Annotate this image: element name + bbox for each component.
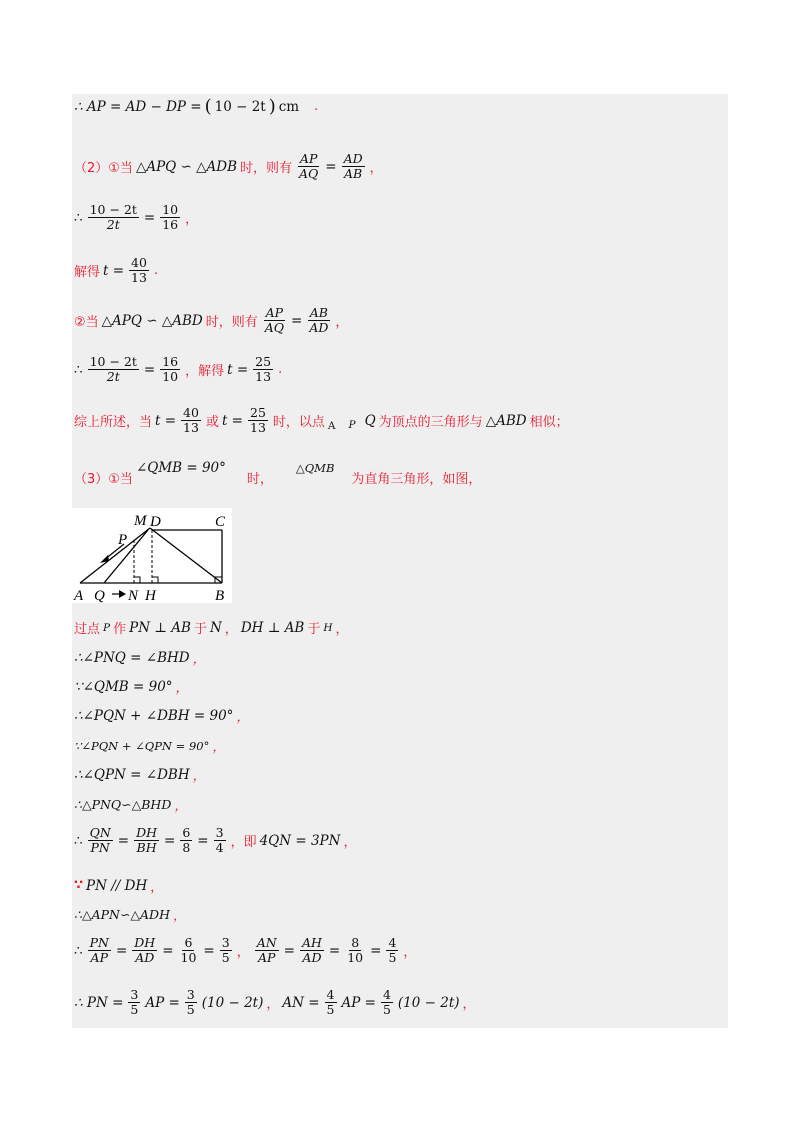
- line-step: ∴△APN∽△ADH ，: [74, 907, 186, 924]
- line-conclusion: 综上所述，当 t = $\frac{40}{13}$ 或 t = $\frac{25}{13}$ 时，以点 A P Q 为顶点的三角形与 △ABD 相似；: [74, 405, 569, 436]
- line-construction: 过点 P 作 PN ⊥ AB 于 N ， DH ⊥ AB 于 H ，: [74, 619, 349, 637]
- paren-content: 10 − 2t: [214, 98, 266, 115]
- fraction: $\frac{QN}{PN}$: [89, 825, 111, 856]
- line-ratio-1: ∴ $\frac{QN}{PN}$ = $\frac{DH}{BH}$ = $\frac{6}{8}$ = $\frac{3}{4}$ ，即 4QN = 3PN ，: [74, 825, 357, 856]
- label-b: B: [215, 588, 225, 603]
- ap-equation: ∴ AP = AD − DP =: [74, 98, 202, 115]
- fraction: $\frac{10 - 2t}{2t}$: [89, 354, 137, 385]
- geometry-figure: [72, 508, 232, 603]
- fraction: $\frac{3}{5}$: [130, 987, 139, 1018]
- case-lead: （2）①当: [74, 161, 133, 177]
- fraction: $\frac{3}{5}$: [221, 935, 230, 966]
- line-step: ∴△PNQ∽△BHD ，: [74, 797, 188, 814]
- line-parallel: ∵ PN // DH ，: [74, 877, 164, 895]
- fraction: $\frac{4}{5}$: [382, 987, 391, 1018]
- fraction: $\frac{AD}{AB}$: [343, 151, 363, 182]
- fraction: $\frac{AP}{AQ}$: [299, 151, 319, 182]
- fraction: $\frac{6}{8}$: [182, 825, 191, 856]
- line-step: ∴∠QPN = ∠DBH ，: [74, 766, 206, 784]
- fraction: $\frac{DH}{AD}$: [134, 935, 156, 966]
- line-case3-1: （3）①当 ∠QMB = 90° 时， △QMB 为直角三角形，如图，: [74, 459, 482, 487]
- line-step: ∵∠QMB = 90° ，: [74, 678, 189, 696]
- fraction: $\frac{40}{13}$: [131, 255, 147, 286]
- fraction: $\frac{AB}{AD}$: [309, 305, 329, 336]
- line-step: ∵∠PQN + ∠QPN = 90° ，: [74, 738, 226, 755]
- fraction: $\frac{25}{13}$: [255, 354, 272, 385]
- fraction: $\frac{4}{5}$: [326, 987, 335, 1018]
- fraction: $\frac{AH}{AD}$: [301, 935, 322, 966]
- label-h: H: [145, 588, 156, 603]
- fraction: $\frac{8}{10}$: [347, 935, 364, 966]
- line-step: ∴∠PNQ = ∠BHD ，: [74, 649, 206, 667]
- fraction: $\frac{6}{10}$: [180, 935, 197, 966]
- fraction: $\frac{DH}{BH}$: [136, 825, 158, 856]
- unit: cm: [278, 98, 300, 115]
- line-equation-1: ∴ $\frac{10 - 2t}{2t}$ = $\frac{10}{16}$ ，: [74, 202, 199, 233]
- fraction: $\frac{AP}{AQ}$: [264, 305, 285, 336]
- fraction: $\frac{25}{13}$: [250, 405, 266, 436]
- fraction: $\frac{40}{13}$: [183, 405, 199, 436]
- line-equation-2: ∴ $\frac{10 - 2t}{2t}$ = $\frac{16}{10}$ ，解得 t = $\frac{25}{13}$ .: [74, 354, 283, 385]
- fraction: $\frac{10}{16}$: [162, 202, 179, 233]
- label-q: Q: [94, 588, 105, 603]
- then-text: 时，则有: [240, 161, 293, 177]
- fraction: $\frac{4}{5}$: [388, 935, 397, 966]
- line-ap-expression: ∴ AP = AD − DP = ( 10 − 2t ) cm .: [74, 96, 319, 117]
- similarity: △APQ ∽ △ADB: [135, 158, 237, 175]
- fraction: $\frac{10 - 2t}{2t}$: [89, 202, 137, 233]
- fraction: $\frac{3}{4}$: [215, 825, 224, 856]
- label-a: A: [74, 588, 84, 603]
- fraction: $\frac{3}{5}$: [186, 987, 195, 1018]
- fraction: $\frac{16}{10}$: [162, 354, 179, 385]
- line-step: ∴∠PQN + ∠DBH = 90° ，: [74, 707, 250, 725]
- line-solve-1: 解得 t = $\frac{40}{13}$ .: [74, 255, 159, 286]
- label-m: M: [134, 513, 147, 529]
- line-ratio-2: ∴ $\frac{PN}{AP}$ = $\frac{DH}{AD}$ = $\frac{6}{10}$ = $\frac{3}{5}$ ， $\frac{AN}{AP}$ = $\frac{AH}{AD}$ = $\frac{8}{10}$ = $\frac{4}{5}$ ，: [74, 935, 417, 966]
- fraction: $\frac{PN}{AP}$: [89, 935, 109, 966]
- label-p: P: [118, 532, 128, 548]
- label-d: D: [150, 514, 161, 530]
- label-c: C: [215, 514, 226, 530]
- fraction: $\frac{AN}{AP}$: [256, 935, 277, 966]
- line-lengths: ∴ PN = $\frac{3}{5}$ AP = $\frac{3}{5}$ (10 − 2t) ， AN = $\frac{4}{5}$ AP = $\frac{4}{5}$ (10 − 2t) ，: [74, 987, 476, 1018]
- line-case2-2: ②当 △APQ ∽ △ABD 时，则有 $\frac{AP}{AQ}$ = $\frac{AB}{AD}$ ，: [74, 305, 349, 336]
- line-case2-1: （2）①当 △APQ ∽ △ADB 时，则有 $\frac{AP}{AQ}$ = $\frac{AD}{AB}$ ，: [74, 151, 383, 182]
- label-n: N: [128, 588, 139, 603]
